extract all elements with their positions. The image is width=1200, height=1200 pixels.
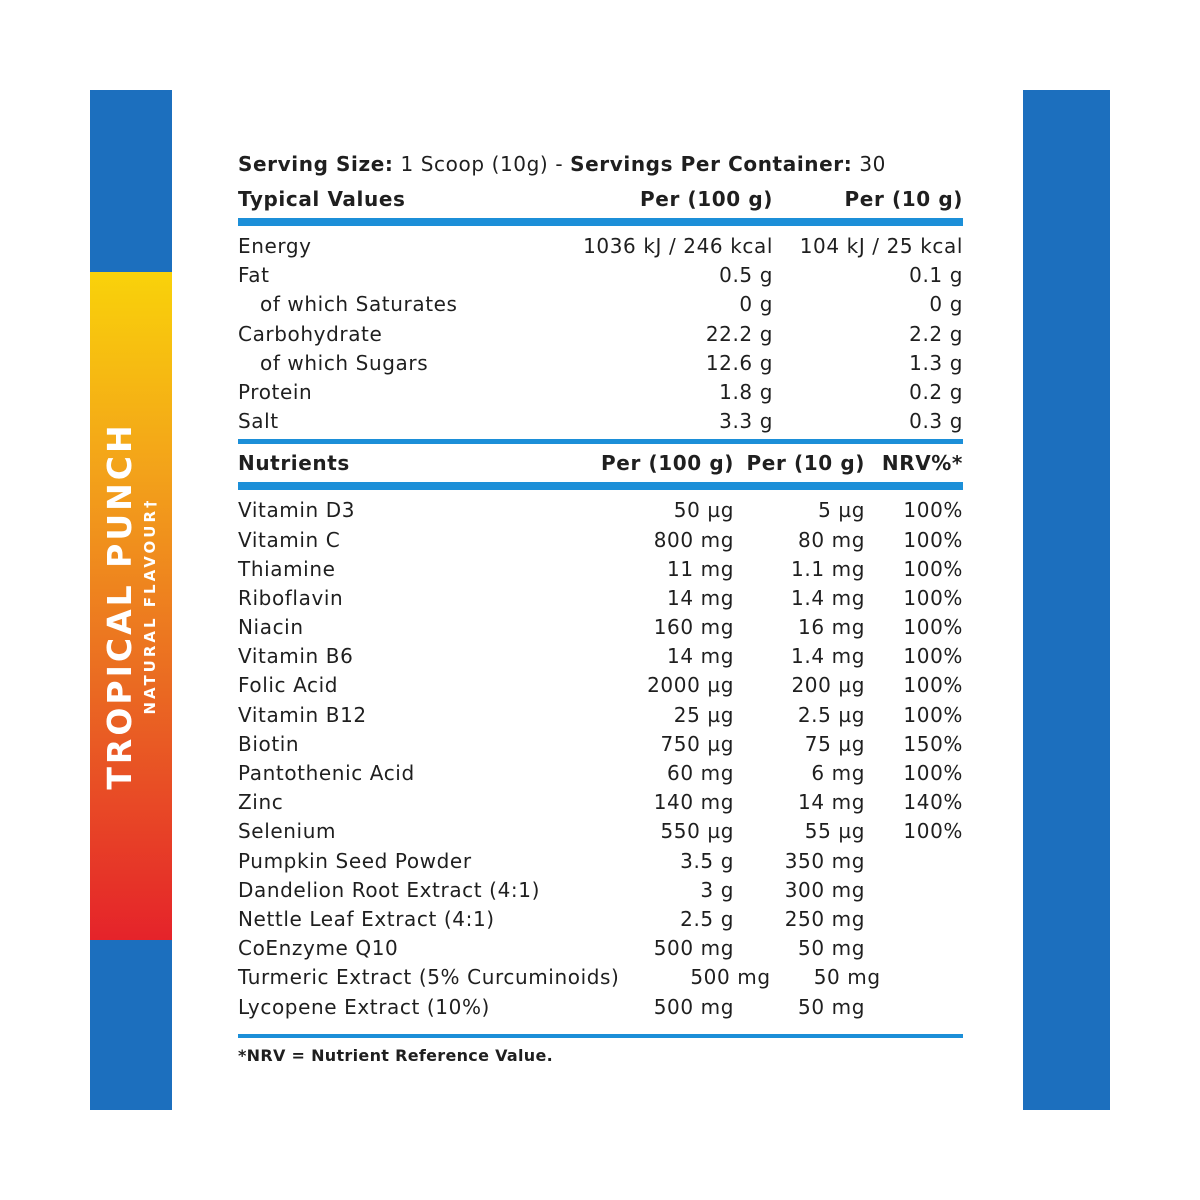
table-row <box>238 759 963 788</box>
value-per-100g: 140 mg <box>653 790 734 815</box>
value-per-10g: 104 kJ / 25 kcal <box>799 234 963 258</box>
value-per-10g: 350 mg <box>784 848 865 873</box>
table-row <box>238 349 963 378</box>
nutrient-name: Riboflavin <box>238 585 344 610</box>
value-per-10g: 14 mg <box>798 790 865 815</box>
value-per-10g: 0.1 g <box>909 263 963 288</box>
flavour-panel <box>90 272 172 940</box>
table-row <box>238 934 963 963</box>
nutrient-name: Vitamin B12 <box>238 702 367 727</box>
nutrients-rows <box>238 496 963 1021</box>
table-row <box>238 671 963 700</box>
value-per-100g: 3.5 g <box>680 848 734 873</box>
table-row <box>238 701 963 730</box>
value-per-100g: 14 mg <box>667 644 734 669</box>
table-row <box>238 407 963 436</box>
nutrient-name: Biotin <box>238 731 300 756</box>
value-per-100g: 3 g <box>700 877 734 902</box>
value-per-100g: 1036 kJ / 246 kcal <box>583 234 773 258</box>
table-row <box>238 526 963 555</box>
value-per-10g: 250 mg <box>784 906 865 931</box>
nutrient-name: Pantothenic Acid <box>238 761 415 785</box>
serving-line <box>238 148 963 180</box>
table-row <box>238 642 963 671</box>
nutrient-name: Niacin <box>238 615 304 640</box>
value-per-10g: 50 mg <box>798 994 865 1019</box>
value-per-10g: 5 µg <box>818 498 865 523</box>
nutrition-label <box>238 148 963 1065</box>
value-per-10g: 1.4 mg <box>791 644 865 669</box>
nrv-percent: 100% <box>903 644 963 669</box>
nrv-percent: 140% <box>903 790 963 815</box>
value-per-10g: 6 mg <box>811 761 865 785</box>
table-row <box>238 905 963 934</box>
nutrient-name: Vitamin C <box>238 527 341 552</box>
value-per-100g: 3.3 g <box>719 409 773 434</box>
value-per-10g: 300 mg <box>784 877 865 902</box>
value-per-100g: 22.2 g <box>705 321 773 346</box>
serving-separator: - <box>555 152 564 176</box>
table-row <box>238 788 963 817</box>
value-per-10g: 200 µg <box>791 673 865 698</box>
flavour-text <box>101 422 161 789</box>
table-row <box>238 847 963 876</box>
value-per-100g: 0.5 g <box>719 263 773 288</box>
value-per-100g: 550 µg <box>660 819 734 844</box>
typical-values-header <box>238 180 963 218</box>
value-per-100g: 2000 µg <box>647 673 734 698</box>
nutrients-header-per100: Per (100 g) <box>601 451 734 476</box>
nutrients-header <box>238 444 963 482</box>
value-per-10g: 1.4 mg <box>791 585 865 610</box>
nutrient-name: Protein <box>238 379 313 404</box>
nutrient-name: Energy <box>238 234 312 258</box>
value-per-10g: 2.5 µg <box>797 702 865 727</box>
value-per-100g: 0 g <box>739 292 773 317</box>
typical-values-rows <box>238 232 963 436</box>
typical-header-per10: Per (10 g) <box>844 187 963 211</box>
nutrient-name: Carbohydrate <box>238 321 383 346</box>
table-row <box>238 876 963 905</box>
nutrients-header-name: Nutrients <box>238 451 350 476</box>
nutrient-name: Pumpkin Seed Powder <box>238 848 472 873</box>
nrv-percent: 100% <box>903 702 963 727</box>
table-row <box>238 320 963 349</box>
value-per-100g: 60 mg <box>667 761 734 785</box>
value-per-10g: 50 mg <box>813 965 881 990</box>
nutrient-name: Folic Acid <box>238 673 339 698</box>
value-per-10g: 0.2 g <box>909 379 963 404</box>
nutrient-name: Selenium <box>238 819 337 844</box>
nutrient-name: CoEnzyme Q10 <box>238 936 399 961</box>
value-per-10g: 80 mg <box>798 527 865 552</box>
table-row <box>238 378 963 407</box>
value-per-10g: 2.2 g <box>909 321 963 346</box>
table-row <box>238 817 963 846</box>
value-per-100g: 800 mg <box>653 527 734 552</box>
table-row <box>238 584 963 613</box>
nutrient-name: Turmeric Extract (5% Curcuminoids) <box>238 965 620 990</box>
value-per-100g: 2.5 g <box>680 906 734 931</box>
table-row <box>238 613 963 642</box>
value-per-100g: 14 mg <box>667 585 734 610</box>
typical-header-per100: Per (100 g) <box>640 187 773 211</box>
table-row <box>238 993 963 1022</box>
nrv-percent: 100% <box>903 761 963 785</box>
nutrient-name: Salt <box>238 409 279 434</box>
nutrient-name: Thiamine <box>238 556 336 581</box>
value-per-100g: 500 mg <box>653 994 734 1019</box>
nrv-percent: 100% <box>903 673 963 698</box>
value-per-10g: 1.1 mg <box>791 556 865 581</box>
nrv-percent: 100% <box>903 819 963 844</box>
nrv-percent: 150% <box>903 731 963 756</box>
value-per-100g: 160 mg <box>653 615 734 640</box>
value-per-100g: 50 µg <box>673 498 734 523</box>
nutrient-name: of which Sugars <box>260 350 429 375</box>
value-per-100g: 25 µg <box>673 702 734 727</box>
table-row <box>238 963 963 992</box>
header-rule <box>238 218 963 226</box>
nutrient-name: Vitamin D3 <box>238 498 356 523</box>
serving-size-value: 1 Scoop (10g) <box>400 152 549 176</box>
nutrient-name: Zinc <box>238 790 284 815</box>
nutrient-name: Lycopene Extract (10%) <box>238 994 490 1019</box>
right-blue-band <box>1023 90 1110 1110</box>
value-per-10g: 16 mg <box>798 615 865 640</box>
table-row <box>238 555 963 584</box>
nrv-percent: 100% <box>903 498 963 523</box>
table-row <box>238 730 963 759</box>
value-per-100g: 500 mg <box>690 965 771 990</box>
value-per-10g: 0 g <box>929 292 963 317</box>
table-row <box>238 290 963 319</box>
value-per-100g: 12.6 g <box>705 350 773 375</box>
table-row <box>238 496 963 525</box>
value-per-100g: 1.8 g <box>719 379 773 404</box>
nrv-percent: 100% <box>903 556 963 581</box>
value-per-10g: 1.3 g <box>909 350 963 375</box>
nrv-percent: 100% <box>903 585 963 610</box>
serving-size-label: Serving Size: <box>238 152 394 176</box>
value-per-10g: 0.3 g <box>909 409 963 434</box>
value-per-100g: 11 mg <box>667 556 734 581</box>
servings-per-container-value: 30 <box>859 152 886 176</box>
table-row <box>238 232 963 261</box>
nrv-footnote: *NRV = Nutrient Reference Value. <box>238 1045 554 1065</box>
value-per-10g: 55 µg <box>804 819 865 844</box>
value-per-100g: 500 mg <box>653 936 734 961</box>
nutrients-header-per10: Per (10 g) <box>746 451 865 476</box>
header-rule <box>238 482 963 490</box>
nrv-percent: 100% <box>903 615 963 640</box>
value-per-100g: 750 µg <box>660 731 734 756</box>
value-per-10g: 50 mg <box>798 936 865 961</box>
end-rule <box>238 1034 963 1038</box>
flavour-name: TROPICAL PUNCH <box>100 422 139 790</box>
typical-values-table <box>238 180 963 444</box>
typical-header-name: Typical Values <box>238 187 406 211</box>
table-row <box>238 261 963 290</box>
flavour-note: NATURAL FLAVOUR† <box>141 497 159 715</box>
nutrient-name: Fat <box>238 263 270 288</box>
nutrient-name: Nettle Leaf Extract (4:1) <box>238 906 495 931</box>
nrv-percent: 100% <box>903 527 963 552</box>
nutrients-header-nrv: NRV%* <box>881 451 963 476</box>
nutrient-name: Vitamin B6 <box>238 644 354 669</box>
nutrients-table <box>238 444 963 1037</box>
nutrient-name: of which Saturates <box>260 292 458 317</box>
servings-per-container-label: Servings Per Container: <box>570 152 853 176</box>
nutrient-name: Dandelion Root Extract (4:1) <box>238 877 540 902</box>
value-per-10g: 75 µg <box>804 731 865 756</box>
